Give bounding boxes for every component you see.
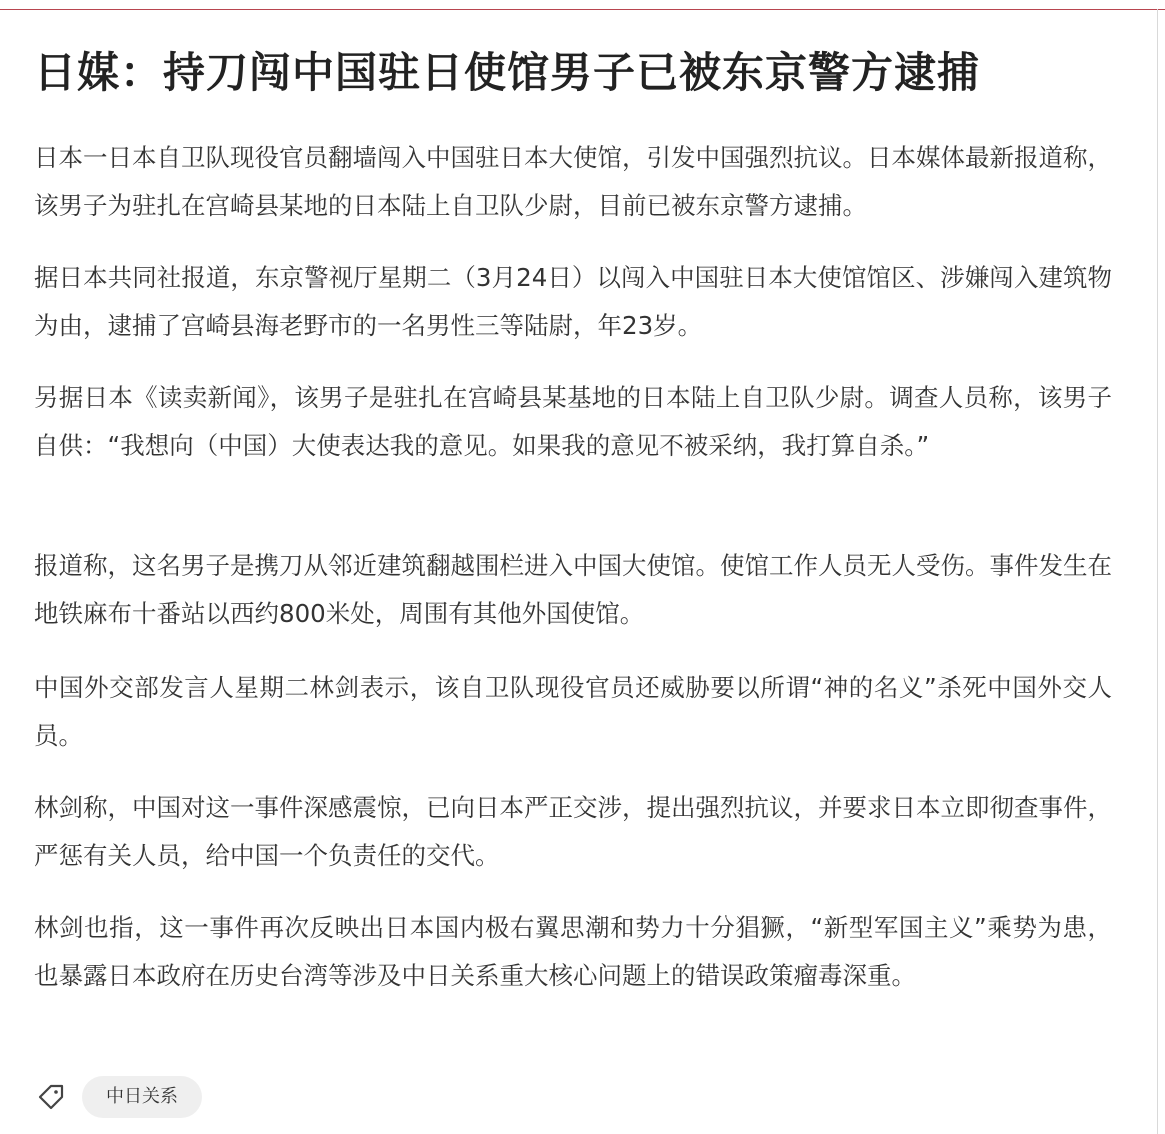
tag-chip[interactable]: 中日关系: [82, 1076, 202, 1118]
article-paragraph-7: 林剑也指，这一事件再次反映出日本国内极右翼思潮和势力十分猖獗，“新型军国主义”乘势为患，也暴露日本政府在历史台湾等涉及中日关系重大核心问题上的错误政策瘤毒深重。: [34, 913, 1112, 990]
article-paragraph-4: 报道称，这名男子是携刀从邻近建筑翻越围栏进入中国大使馆。使馆工作人员无人受伤。事件发生在地铁麻布十番站以西约800米处，周围有其他外国使馆。: [34, 551, 1112, 628]
article: [34, 42, 1112, 990]
top-accent-rule: [0, 9, 1165, 10]
article-title: 日媒：持刀闯中国驻日使馆男子已被东京警方逮捕: [34, 48, 981, 97]
tag-list: [34, 1074, 202, 1120]
right-border-rule: [1157, 9, 1158, 1134]
article-paragraph-6: 林剑称，中国对这一事件深感震惊，已向日本严正交涉，提出强烈抗议，并要求日本立即彻查事件，严惩有关人员，给中国一个负责任的交代。: [34, 793, 1112, 870]
article-paragraph-1: 日本一日本自卫队现役官员翻墙闯入中国驻日本大使馆，引发中国强烈抗议。日本媒体最新报道称，该男子为驻扎在宫崎县某地的日本陆上自卫队少尉，目前已被东京警方逮捕。: [34, 143, 1112, 220]
article-paragraph-5: 中国外交部发言人星期二林剑表示，该自卫队现役官员还威胁要以所谓“神的名义”杀死中国外交人员。: [34, 673, 1112, 750]
tag-icon: [34, 1080, 68, 1114]
article-paragraph-2: 据日本共同社报道，东京警视厅星期二（3月24日）以闯入中国驻日本大使馆馆区、涉嫌闯入建筑物为由，逮捕了宫崎县海老野市的一名男性三等陆尉，年23岁。: [34, 263, 1112, 340]
article-paragraph-3: 另据日本《读卖新闻》，该男子是驻扎在宫崎县某基地的日本陆上自卫队少尉。调查人员称，该男子自供：“我想向（中国）大使表达我的意见。如果我的意见不被采纳，我打算自杀。”: [34, 383, 1112, 460]
